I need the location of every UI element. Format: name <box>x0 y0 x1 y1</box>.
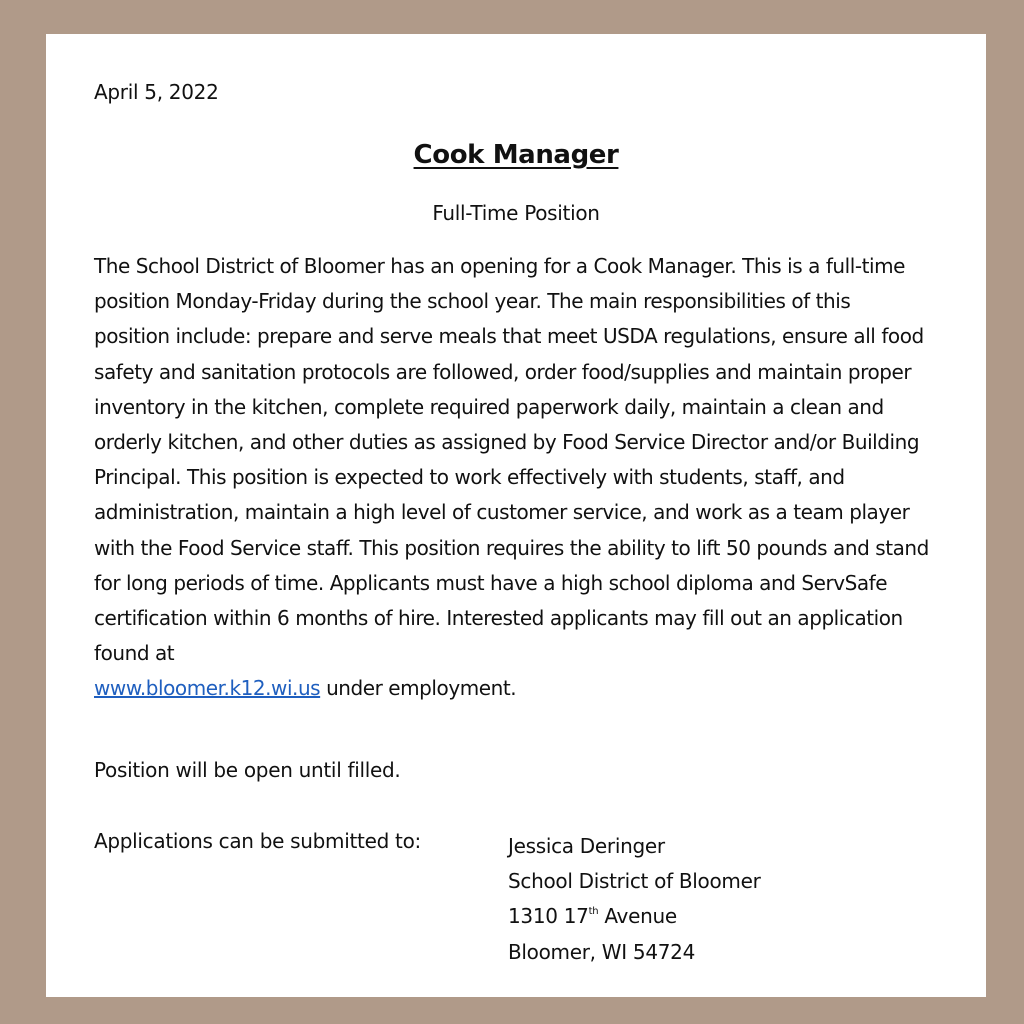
page-title: Cook Manager <box>413 140 619 170</box>
document-page <box>46 34 986 997</box>
street-number: 1310 17 <box>508 904 589 929</box>
contact-street <box>508 899 761 934</box>
submit-label: Applications can be submitted to: <box>94 829 421 853</box>
contact-address <box>508 829 761 970</box>
open-until-note: Position will be open until filled. <box>94 758 401 782</box>
job-description <box>94 249 930 707</box>
district-website-link[interactable]: www.bloomer.k12.wi.us <box>94 676 321 701</box>
job-description-text: The School District of Bloomer has an opening for a Cook Manager. This is a full-time position Monday-Friday during the school year. The main responsibilities of this position include: prepare and serve meals that meet USDA regulations, ensure all food safety and sanitation protocols are followed, order food/supplies and maintain proper inventory in the kitchen, complete required paperwork daily, maintain a clean and orderly kitchen, and other duties as assigned by Food Service Director and/or Building Principal. This position is expected to work effectively with students, staff, and administration, maintain a high level of customer service, and work as a team player with the Food Service staff. This position requires the ability to lift 50 pounds and stand for long periods of time. Applicants must have a high school diploma and ServSafe certification within 6 months of hire. Interested applicants may fill out an application found at <box>94 254 929 666</box>
page-subtitle: Full-Time Position <box>432 201 600 225</box>
street-name: Avenue <box>598 904 677 929</box>
contact-city: Bloomer, WI 54724 <box>508 939 696 964</box>
link-suffix-text: under employment. <box>320 676 517 701</box>
date: April 5, 2022 <box>94 80 219 104</box>
street-ordinal-suffix: th <box>588 906 599 918</box>
contact-organization: School District of Bloomer <box>508 869 761 894</box>
contact-name: Jessica Deringer <box>508 834 665 858</box>
